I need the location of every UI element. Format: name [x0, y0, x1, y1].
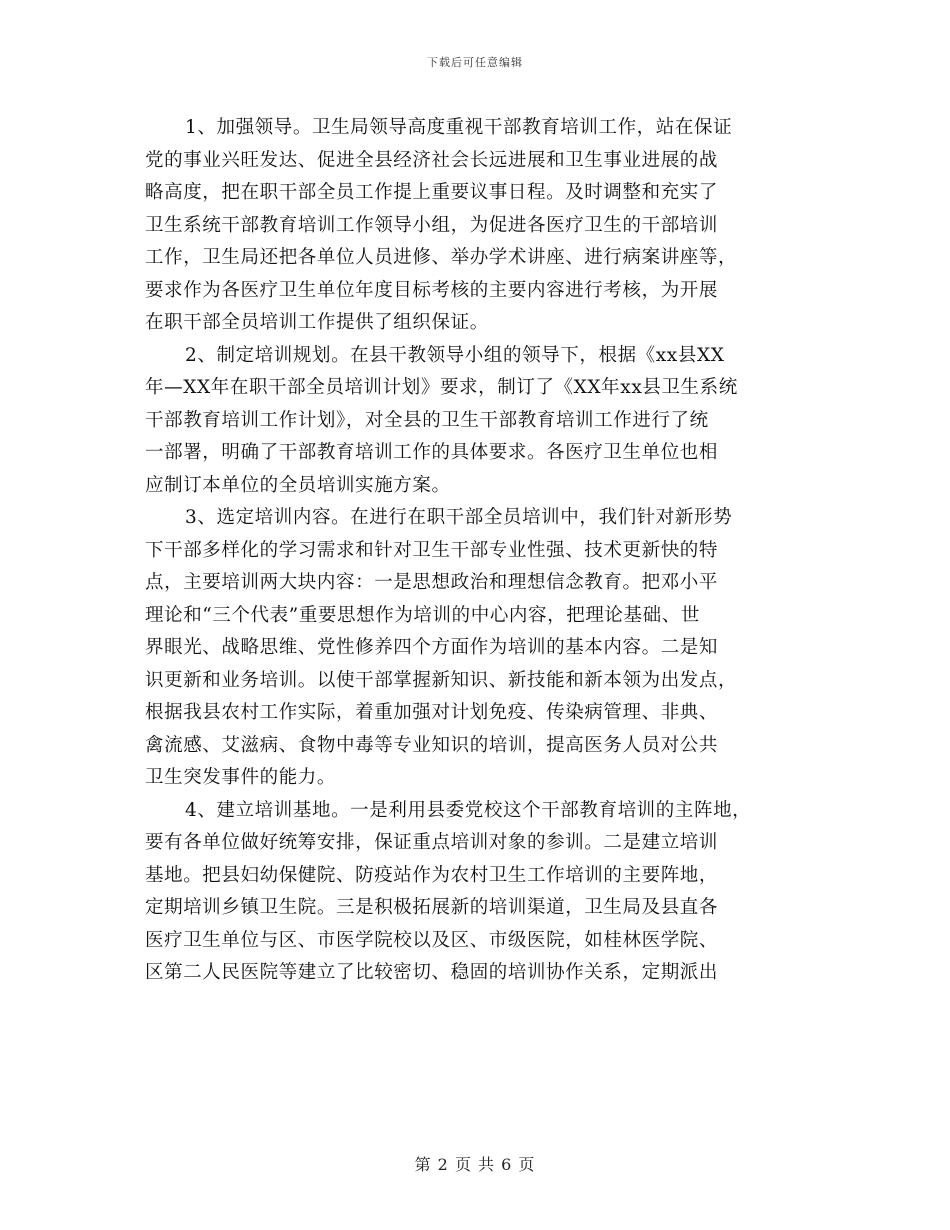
paragraph-first-line: 2、制定培训规划。在县干教领导小组的领导下，根据《xx县XX — [185, 344, 725, 366]
paragraph-first-line: 4、建立培训基地。一是利用县委党校这个干部教育培训的主阵地， — [185, 799, 752, 821]
paragraph-first-line: 1、加强领导。卫生局领导高度重视干部教育培训工作，站在保证 — [185, 117, 733, 138]
text-line: 区第二人民医院等建立了比较密切、稳固的培训协作关系，定期派出 — [145, 962, 719, 983]
text-line: 卫生系统干部教育培训工作领导小组，为促进各医疗卫生的干部培训 — [145, 214, 719, 236]
text-line: 卫生突发事件的能力。 — [145, 767, 337, 788]
text-line: 界眼光、战略思维、党性修养四个方面作为培训的基本内容。二是知 — [145, 637, 719, 658]
text-line: 工作，卫生局还把各单位人员进修、举办学术讲座、进行病案讲座等， — [145, 247, 738, 268]
text-line: 略高度，把在职干部全员工作提上重要议事日程。及时调整和充实了 — [145, 182, 719, 203]
text-line: 年—XX年在职干部全员培训计划》要求，制订了《XX年xx县卫生系统 — [145, 377, 738, 398]
text-line: 基地。把县妇幼保健院、防疫站作为农村卫生工作培训的主要阵地， — [145, 864, 719, 886]
text-line: 定期培训乡镇卫生院。三是积极拓展新的培训渠道，卫生局及县直各 — [145, 897, 719, 918]
document-body — [145, 112, 805, 990]
text-line: 禽流感、艾滋病、食物中毒等专业知识的培训，提高医务人员对公共 — [145, 734, 719, 756]
paragraph-first-line: 3、选定培训内容。在进行在职干部全员培训中，我们针对新形势 — [185, 507, 733, 528]
text-line: 应制订本单位的全员培训实施方案。 — [145, 474, 451, 496]
text-line: 识更新和业务培训。以使干部掌握新知识、新技能和新本领为出发点， — [145, 669, 738, 691]
text-line: 要求作为各医疗卫生单位年度目标考核的主要内容进行考核，为开展 — [145, 279, 719, 301]
text-line: 点，主要培训两大块内容：一是思想政治和理想信念教育。把邓小平 — [145, 572, 719, 593]
text-line: 医疗卫生单位与区、市医学院校以及区、市级医院，如桂林医学院、 — [145, 929, 719, 951]
text-line: 理论和“三个代表”重要思想作为培训的中心内容，把理论基础、世 — [145, 604, 700, 626]
text-line: 要有各单位做好统筹安排，保证重点培训对象的参训。二是建立培训 — [145, 832, 719, 853]
text-line: 下干部多样化的学习需求和针对卫生干部专业性强、技术更新快的特 — [145, 539, 719, 561]
page-number-footer: 第 2 页 共 6 页 — [414, 1155, 536, 1174]
text-line: 干部教育培训工作计划》，对全县的卫生干部教育培训工作进行了统 — [145, 409, 709, 431]
page-header: 下载后可任意编辑 — [427, 56, 523, 69]
text-line: 在职干部全员培训工作提供了组织保证。 — [145, 312, 489, 333]
text-line: 党的事业兴旺发达、促进全县经济社会长远进展和卫生事业进展的战 — [145, 149, 719, 171]
text-line: 根据我县农村工作实际，着重加强对计划免疫、传染病管理、非典、 — [145, 702, 719, 723]
text-line: 一部署，明确了干部教育培训工作的具体要求。各医疗卫生单位也相 — [145, 442, 719, 463]
